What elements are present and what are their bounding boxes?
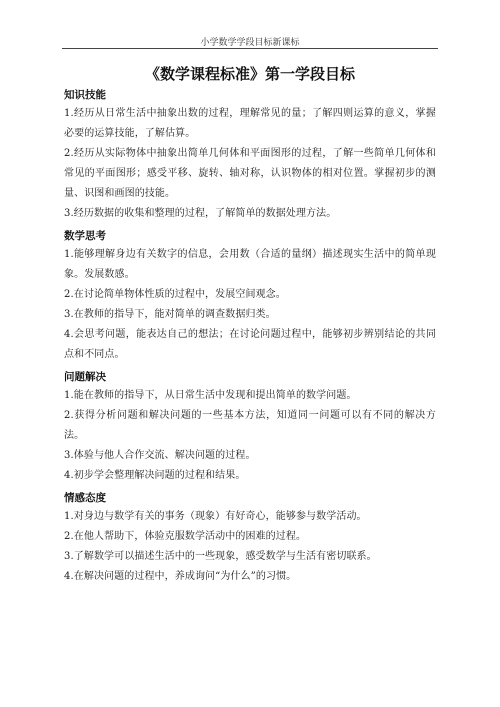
list-item: 4.会思考问题，能表达自己的想法；在讨论问题过程中，能够初步辨别结论的共同点和不同点。 (64, 329, 436, 360)
page-title: 《数学课程标准》第一学段目标 (144, 65, 355, 83)
list-item: 3.体验与他人合作交流、解决问题的过程。 (64, 450, 256, 461)
section-heading: 问题解决 (64, 371, 106, 383)
list-item: 4.在解决问题的过程中，养成询问“为什么”的习惯。 (64, 571, 297, 582)
header-divider (62, 48, 438, 49)
section-heading: 情感态度 (64, 492, 106, 504)
section-problem-solving (64, 368, 436, 486)
list-item: 1.对身边与数学有关的事务（现象）有好奇心，能够参与数学活动。 (64, 511, 367, 522)
list-item: 2.在他人帮助下，体验克服数学活动中的困难的过程。 (64, 531, 307, 542)
section-heading: 知识技能 (64, 89, 106, 101)
list-item: 3.了解数学可以描述生活中的一些现象，感受数学与生活有密切联系。 (64, 551, 377, 562)
document-body (64, 86, 436, 587)
list-item: 3.经历数据的收集和整理的过程，了解简单的数据处理方法。 (64, 208, 337, 219)
section-knowledge-skills (64, 86, 436, 224)
running-header: 小学数学学段目标新课标 (200, 38, 300, 48)
list-item: 4.初步学会整理解决问题的过程和结果。 (64, 470, 246, 481)
list-item: 1.能够理解身边有关数字的信息，会用数（合适的量纲）描述现实生活中的简单现象。发展数感。 (64, 249, 436, 280)
section-math-thinking (64, 227, 436, 365)
section-emotion-attitude (64, 489, 436, 587)
list-item: 1.能在教师的指导下，从日常生活中发现和提出简单的数学问题。 (64, 390, 357, 401)
list-item: 3.在教师的指导下，能对简单的调查数据归类。 (64, 309, 276, 320)
list-item: 2.获得分析问题和解决问题的一些基本方法，知道同一问题可以有不同的解决方法。 (64, 410, 436, 441)
list-item: 2.在讨论简单物体性质的过程中，发展空间观念。 (64, 289, 286, 300)
section-heading: 数学思考 (64, 230, 106, 242)
list-item: 1.经历从日常生活中抽象出数的过程，理解常见的量；了解四则运算的意义，掌握必要的运算技能，了解估算。 (64, 108, 436, 139)
list-item: 2.经历从实际物体中抽象出简单几何体和平面图形的过程，了解一些简单几何体和常见的平面图形；感受平移、旋转、轴对称，认识物体的相对位置。掌握初步的测量、识图和画图的技能。 (64, 148, 436, 199)
